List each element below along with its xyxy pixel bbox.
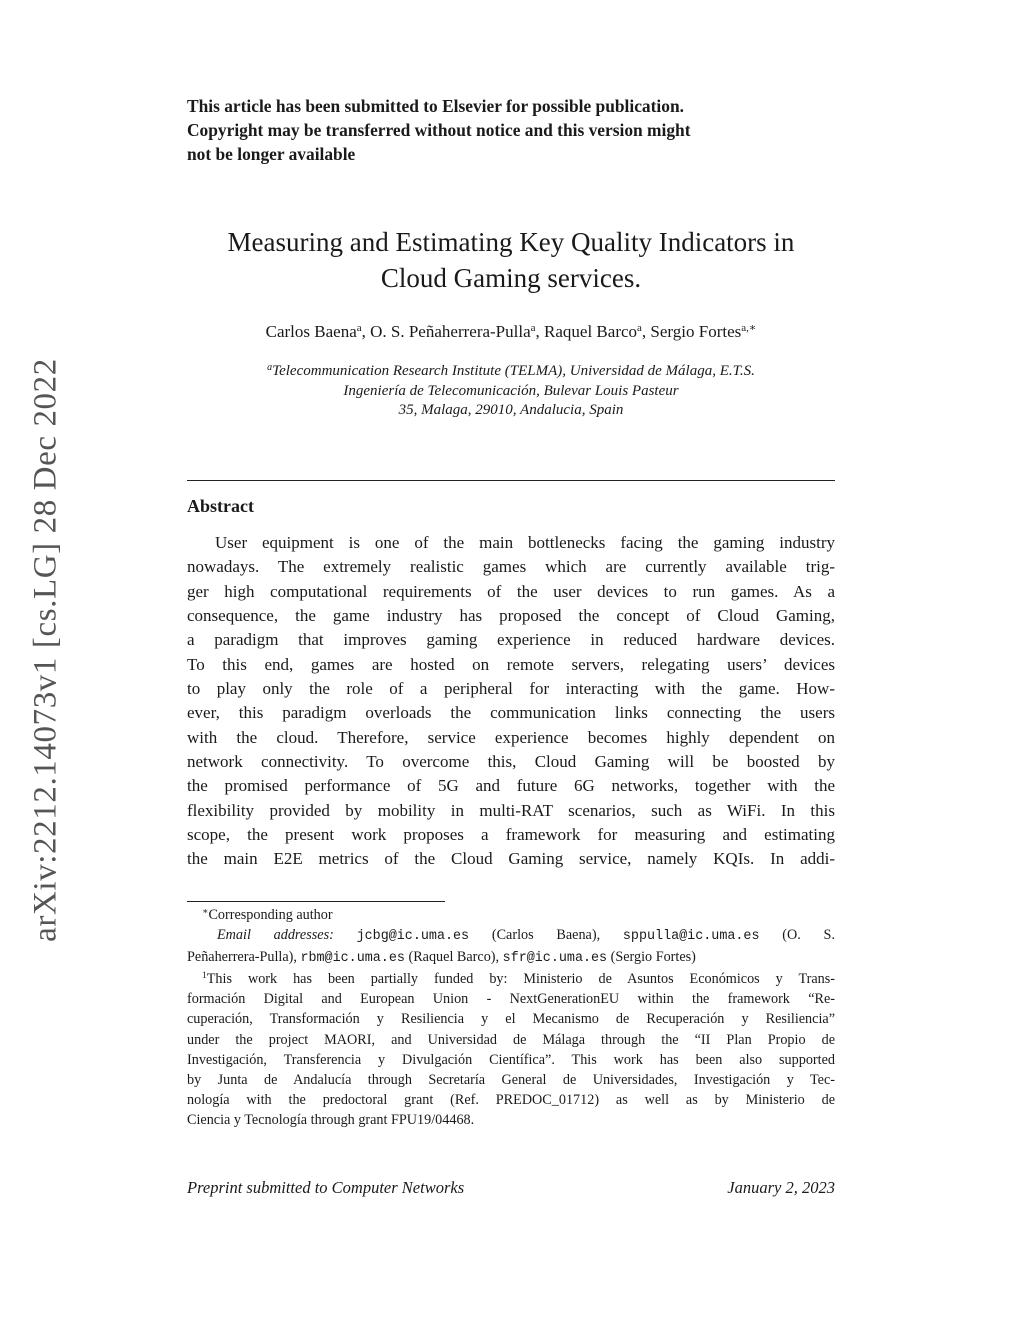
- affiliation-line: Telecommunication Research Institute (TELMA), Universidad de Málaga, E.T.S.: [272, 363, 755, 379]
- email-owner: (Sergio Fortes): [610, 949, 696, 966]
- funding-footnote-line: Ciencia y Tecnología through grant FPU19/04468.: [187, 1111, 475, 1128]
- author-mark: a: [637, 322, 642, 334]
- corresponding-mark: ∗: [202, 907, 209, 917]
- abstract-line: consequence, the game industry has proposed the concept of Cloud Gaming,: [187, 606, 835, 626]
- notice-line: not be longer available: [187, 144, 356, 164]
- preprint-note: Preprint submitted to Computer Networks: [187, 1178, 465, 1197]
- abstract-line: the main E2E metrics of the Cloud Gaming service, namely KQIs. In addi-: [187, 849, 835, 869]
- funding-footnote-line: [187, 969, 835, 989]
- preprint-date: January 2, 2023: [727, 1178, 835, 1197]
- author-name: O. S. Peñaherrera-Pulla: [370, 322, 531, 341]
- abstract-line: with the cloud. Therefore, service experience becomes highly dependent on: [187, 727, 835, 747]
- funding-footnote-line: nología with the predoctoral grant (Ref. PREDOC_01712) as well as by Ministerio de: [187, 1091, 835, 1108]
- footnotes: [187, 905, 835, 1130]
- funding-footnote-line: formación Digital and European Union - NextGenerationEU within the framework “Re-: [187, 991, 835, 1008]
- email-link[interactable]: sppulla@ic.uma.es: [622, 929, 760, 945]
- author-name: Carlos Baena: [265, 322, 357, 341]
- affiliation-mark: a: [267, 362, 273, 373]
- abstract-line: ger high computational requirements of the user devices to run games. As a: [187, 581, 835, 601]
- affiliation: [187, 362, 835, 421]
- abstract-line: to play only the role of a peripheral for interacting with the game. How-: [187, 679, 835, 699]
- corresponding-footnote: [187, 905, 835, 925]
- title-line: Cloud Gaming services.: [380, 263, 642, 293]
- abstract-line: nowadays. The extremely realistic games which are currently available trig-: [187, 557, 835, 577]
- affiliation-line: 35, Malaga, 29010, Andalucia, Spain: [398, 402, 624, 418]
- affiliation-line: Ingeniería de Telecomunicación, Bulevar Louis Pasteur: [343, 382, 679, 399]
- author-mark: a,∗: [741, 322, 757, 334]
- author-name: Raquel Barco: [544, 322, 638, 341]
- abstract-divider: [187, 480, 835, 481]
- abstract-heading: Abstract: [187, 496, 254, 516]
- email-link[interactable]: sfr@ic.uma.es: [502, 951, 608, 967]
- notice-line: Copyright may be transferred without notice and this version might: [187, 120, 691, 140]
- abstract-line: network connectivity. To overcome this, Cloud Gaming will be boosted by: [187, 752, 835, 772]
- abstract-line: ever, this paradigm overloads the communication links connecting the users: [187, 703, 835, 723]
- email-footnote: [187, 925, 835, 947]
- paper-title: [187, 224, 835, 296]
- author-name: Sergio Fortes: [650, 322, 742, 341]
- notice-line: This article has been submitted to Elsevier for possible publication.: [187, 96, 684, 116]
- email-footnote-cont: [187, 947, 835, 969]
- abstract-line: scope, the present work proposes a framework for measuring and estimating: [187, 825, 835, 845]
- funding-text: This work has been partially funded by: Ministerio de Asuntos Económicos y Trans-: [206, 971, 835, 988]
- funding-mark: 1: [202, 971, 207, 982]
- abstract-body: [187, 531, 835, 872]
- abstract-line: a paradigm that improves gaming experience in reduced hardware devices.: [187, 630, 835, 650]
- email-owner: Peñaherrera-Pulla),: [187, 949, 297, 966]
- title-line: Measuring and Estimating Key Quality Indicators in: [227, 227, 795, 257]
- arxiv-identifier: arXiv:2212.14073v1 [cs.LG] 28 Dec 2022: [27, 358, 64, 942]
- email-label: Email addresses:: [217, 927, 334, 944]
- funding-footnote-line: Investigación, Transferencia y Divulgación Científica”. This work has been also supported: [187, 1051, 835, 1068]
- arxiv-sidebar: [26, 350, 66, 950]
- email-owner: (O. S.: [782, 927, 835, 944]
- submission-notice: [187, 94, 847, 166]
- abstract-line: User equipment is one of the main bottlenecks facing the gaming industry: [215, 533, 835, 552]
- email-link[interactable]: rbm@ic.uma.es: [300, 951, 405, 967]
- author-mark: a: [356, 322, 362, 334]
- author-list: Carlos Baena$^a$, O. S. Peñaherrera-Pulla$^a$, Raquel Barco$^a$, Sergio Fortes$^{a,∗}$: [265, 322, 757, 341]
- abstract-line: the promised performance of 5G and future 6G networks, together with the: [187, 776, 835, 796]
- funding-footnote-line: under the project MAORI, and Universidad de Málaga through the “II Plan Propio de: [187, 1031, 835, 1048]
- footnote-divider: [187, 901, 445, 902]
- email-owner: (Raquel Barco),: [408, 949, 500, 966]
- corresponding-text: Corresponding author: [208, 907, 333, 923]
- email-owner: (Carlos Baena),: [491, 927, 601, 944]
- author-mark: a: [530, 322, 536, 334]
- email-link[interactable]: jcbg@ic.uma.es: [356, 929, 470, 945]
- funding-footnote-line: by Junta de Andalucía through Secretaría General de Universidades, Investigación y Tec-: [187, 1071, 835, 1088]
- abstract-line: To this end, games are hosted on remote servers, relegating users’ devices: [187, 654, 835, 674]
- abstract-line: flexibility provided by mobility in multi-RAT scenarios, such as WiFi. In this: [187, 800, 835, 820]
- funding-footnote-line: cuperación, Transformación y Resiliencia y el Mecanismo de Recuperación y Resiliencia”: [187, 1011, 835, 1028]
